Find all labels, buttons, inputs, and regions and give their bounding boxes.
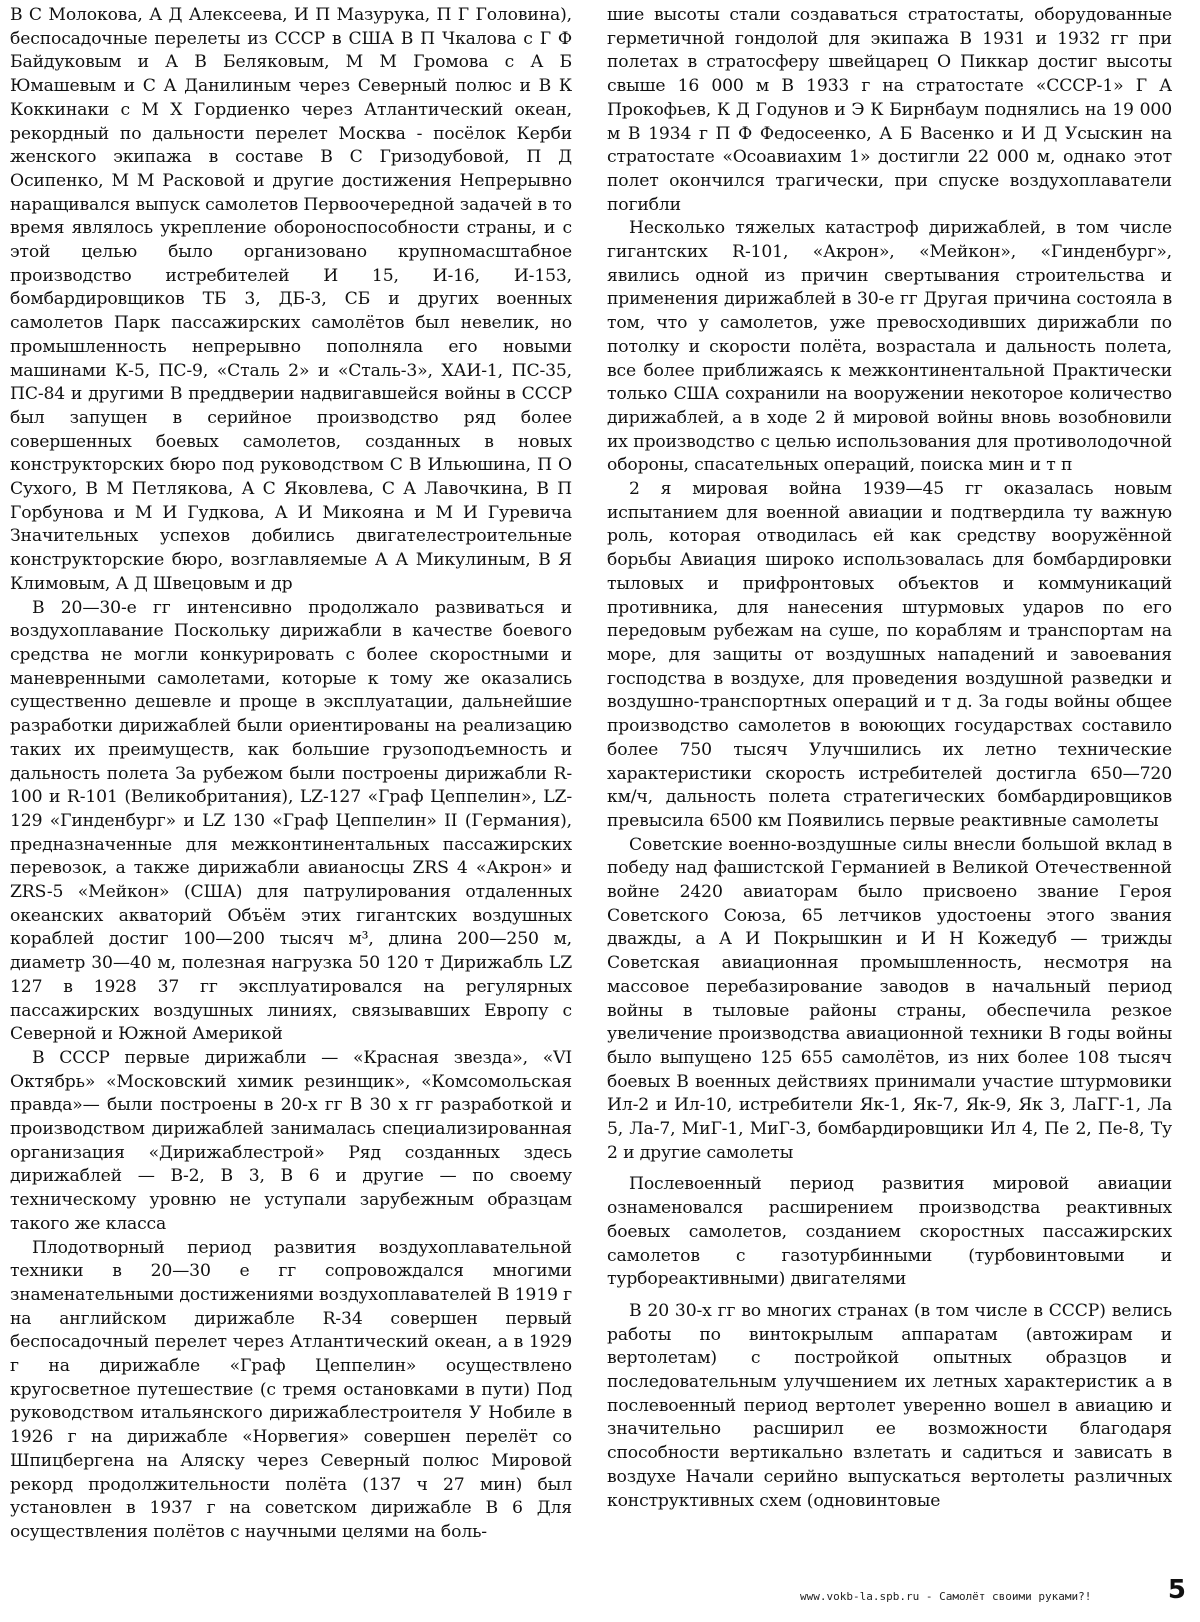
footer-source-url: www.vokb-la.spb.ru - Самолёт своими руками?! (800, 1590, 1092, 1603)
paragraph: В С Молокова, А Д Алексеева, И П Мазурука, П Г Головина), беспосадочные перелеты из СССР в США В П Чкалова с Г Ф Байдуковым и А В Беляковым, М М Громова с А Б Юмашевым и С А Данилиным через Северный полюс и В К Коккинаки с М Х Гордиенко через Атлантический океан, рекордный по дальности перелет Москва - посёлок Керби женского экипажа в составе В С Гризодубовой, П Д Осипенко, М М Расковой и другие достижения Непрерывно наращивался выпуск самолетов Первоочередной задачей в то время являлось укрепление обороноспособности страны, и с этой целью было организовано крупномасштабное производство истребителей И 15, И-16, И-153, бомбардировщиков ТБ 3, ДБ-3, СБ и других военных самолетов Парк пассажирских самолётов был невелик, но промышленность непрерывно пополняла его новыми машинами К-5, ПС-9, «Сталь 2» и «Сталь-3», ХАИ-1, ПС-35, ПС-84 и другими В преддверии надвигавшейся войны в СССР был запущен в серийное производство ряд более совершенных боевых самолетов, созданных в новых конструкторских бюро под руководством С В Ильюшина, П О Сухого, В М Петлякова, А С Яковлева, С А Лавочкина, В П Горбунова и М И Гудкова, А И Микояна и М И Гуревича Значительных успехов добились двигателестроительные конструкторские бюро, возглавляемые А А Микулиным, В Я Климовым, А Д Швецовым и др (10, 5, 572, 594)
paragraph: В 20—30-е гг интенсивно продолжало развиваться и воздухоплавание Поскольку дирижабли в качестве боевого средства не могли конкурировать с более скоростными и маневренными самолетами, которые к тому же оказались существенно дешевле и проще в эксплуатации, дальнейшие разработки дирижаблей были ориентированы на реализацию таких их преимуществ, как большие грузоподъемность и дальность полета За рубежом были построены дирижабли R-100 и R-101 (Великобритания), LZ-127 «Граф Цеппелин», LZ-129 «Гинденбург» и LZ 130 «Граф Цеппелин» II (Германия), предназначенные для межконтинентальных пассажирских перевозок, а также дирижабли авианосцы ZRS 4 «Акрон» и ZRS-5 «Мейкон» (США) для патрулирования отдаленных океанских акваторий Объём этих гигантских воздушных кораблей достиг 100—200 тысяч м³, длина 200—250 м, диаметр 30—40 м, полезная нагрузка 50 120 т Дирижабль LZ 127 в 1928 37 гг эксплуатировался на регулярных пассажирских воздушных линиях, связывавших Европу с Северной и Южной Америкой (10, 597, 572, 1045)
paragraph: В СССР первые дирижабли — «Красная звезда», «VI Октябрь» «Московский химик резинщик», «Комсомольская правда»— были построены в 20-х гг В 30 х гг разработкой и производством дирижаблей занималась специализированная организация «Дирижаблестрой» Ряд созданных здесь дирижаблей — В-2, В 3, В 6 и другие — по своему техническому уровню не уступали зарубежным образцам такого же класса (10, 1047, 572, 1234)
paragraph: 2 я мировая война 1939—45 гг оказалась новым испытанием для военной авиации и подтвердила ту важную роль, которая отводилась ей как средству вооружённой борьбы Авиация широко использовалась для бомбардировки тыловых и прифронтовых объектов и коммуникаций противника, для нанесения штурмовых ударов по его передовым рубежам на суше, по кораблям и транспортам на море, для защиты от воздушных нападений и завоевания господства в воздухе, для проведения воздушной разведки и воздушно-транспортных операций и т д. За годы войны общее производство самолетов в воюющих государствах составило более 750 тысяч Улучшились их летно технические характеристики скорость истребителей достигла 650—720 км/ч, дальность полета стратегических бомбардировщиков превысила 6500 км Появились первые реактивные самолеты (607, 479, 1172, 831)
paragraph: Несколько тяжелых катастроф дирижаблей, в том числе гигантских R-101, «Акрон», «Мейкон», «Гинденбург», явились одной из причин свертывания строительства и применения дирижаблей в 30-е гг Другая причина состояла в том, что у самолетов, уже превосходивших дирижабли по потолку и скорости полёта, возрастала и дальность полета, все более приближаясь к межконтинентальной Практически только США сохранили на вооружении некоторое количество дирижаблей, а в ходе 2 й мировой войны вновь возобновили их производство с целью использования для противолодочной обороны, спасательных операций, поиска мин и т п (607, 218, 1172, 476)
right-text-column (607, 4, 1172, 1513)
paragraph: Советские военно-воздушные силы внесли большой вклад в победу над фашистской Германией в Великой Отечественной войне 2420 авиаторам было присвоено звание Героя Советского Союза, 65 летчиков удостоены этого звания дважды, а А И Покрышкин и И Н Кожедуб — трижды Советская авиационная промышленность, несмотря на массовое перебазирование заводов в начальный период войны в тыловые районы страны, обеспечила резкое увеличение производства авиационной техники В годы войны было выпущено 125 655 самолётов, из них более 108 тысяч боевых В военных действиях принимали участие штурмовики Ил-2 и Ил-10, истребители Як-1, Як-7, Як-9, Як 3, ЛаГГ-1, Ла 5, Ла-7, МиГ-1, МиГ-3, бомбардировщики Ил 4, Пе 2, Пе-8, Ту 2 и другие самолеты (607, 834, 1172, 1163)
page-number: 5 (1167, 1575, 1186, 1605)
paragraph: Плодотворный период развития воздухоплавательной техники в 20—30 е гг сопровождался многими знаменательными достижениями воздухоплавателей В 1919 г на английском дирижабле R-34 совершен первый беспосадочный перелет через Атлантический океан, а в 1929 г на дирижабле «Граф Цеппелин» осуществлено кругосветное путешествие (с тремя остановками в пути) Под руководством итальянского дирижаблестроителя У Нобиле в 1926 г на дирижабле «Норвегия» совершен перелёт со Шпицбергена на Аляску через Северный полюс Мировой рекорд продолжительности полёта (137 ч 27 мин) был установлен в 1937 г на советском дирижабле В 6 Для осуществления полётов с научными целями на боль- (10, 1237, 572, 1542)
paragraph: Послевоенный период развития мировой авиации ознаменовался расширением производства реактивных боевых самолетов, созданием скоростных пассажирских самолетов с газотурбинными (турбовинтовыми и турбореактивными) двигателями (607, 1174, 1172, 1290)
paragraph: шие высоты стали создаваться стратостаты, оборудованные герметичной гондолой для экипажа В 1931 и 1932 гг при полетах в стратосферу швейцарец О Пиккар достиг высоты свыше 16 000 м В 1933 г на стратостате «СССР-1» Г А Прокофьев, К Д Годунов и Э К Бирнбаум поднялись на 19 000 м В 1934 г П Ф Федосеенко, А Б Васенко и И Д Усыскин на стратостате «Осоавиахим 1» достигли 22 000 м, однако этот полет окончился трагически, при спуске воздухоплаватели погибли (607, 5, 1172, 215)
paragraph: В 20 30-х гг во многих странах (в том числе в СССР) велись работы по винтокрылым аппаратам (автожирам и вертолетам) с постройкой опытных образцов и последовательным улучшением их летных характеристик а в послевоенный период вертолет уверенно вошел в авиацию и значительно расширил ее возможности благодаря способности вертикально взлетать и садиться и зависать в воздухе Начали серийно выпускаться вертолеты различных конструктивных схем (одновинтовые (607, 1300, 1172, 1511)
left-text-column (10, 4, 572, 1545)
